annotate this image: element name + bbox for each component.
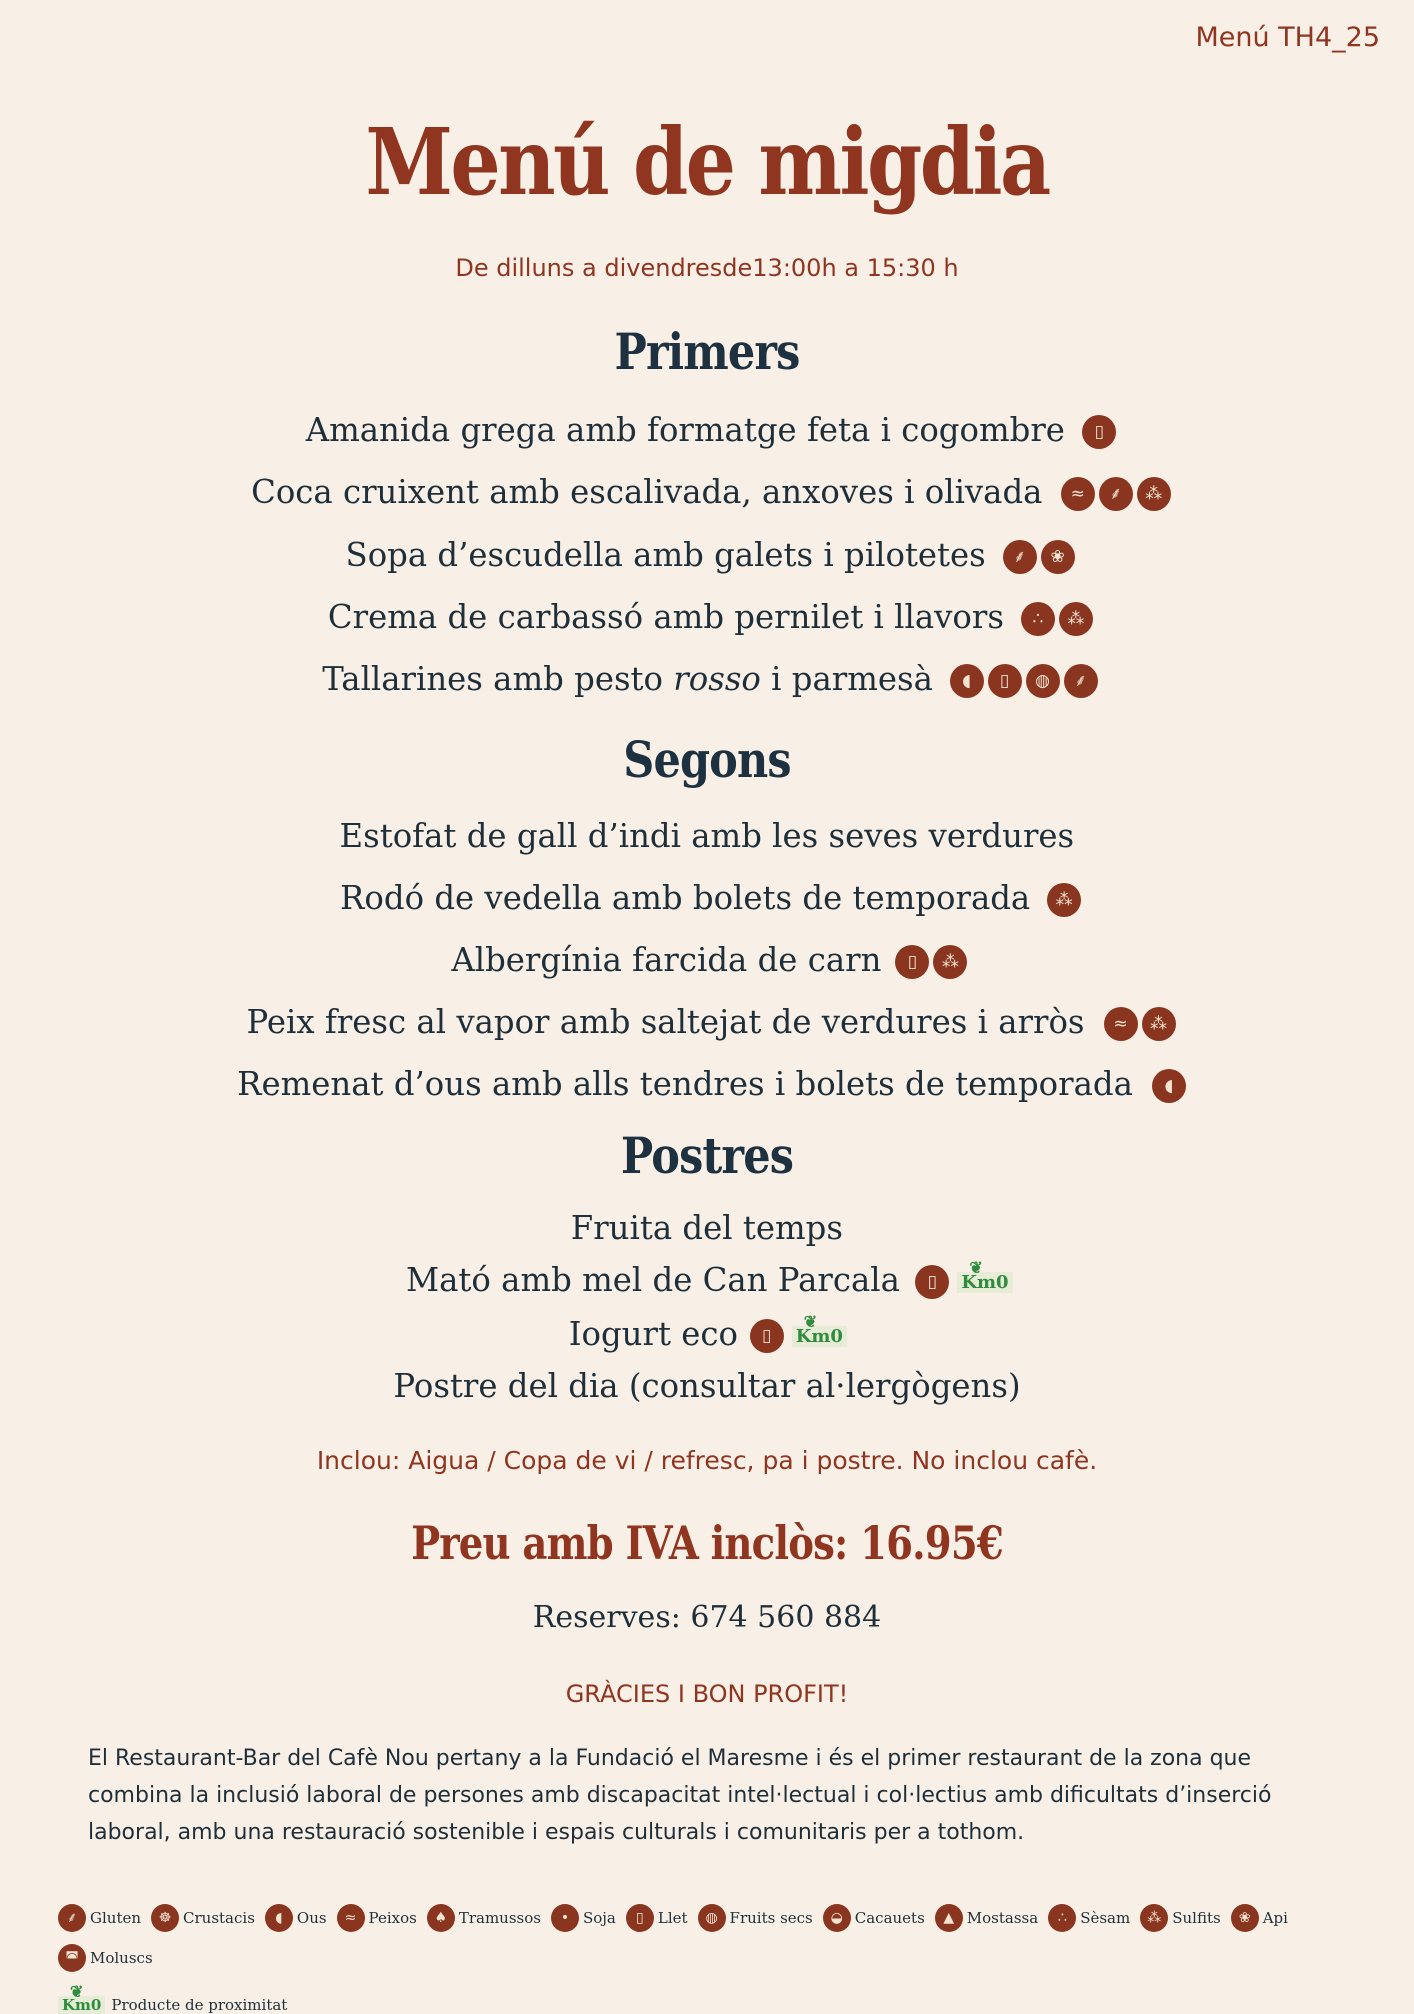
legend-item [58, 1996, 287, 2014]
allergen-icons [915, 1265, 949, 1299]
legend-label: Soja [582, 1909, 616, 1927]
milk-icon: ▯ [1082, 415, 1116, 449]
allergen-icons [1061, 477, 1171, 511]
dish-item [0, 1208, 1414, 1247]
legend-label: Fruits secs [729, 1909, 813, 1927]
legend-label: Llet [657, 1909, 688, 1927]
allergen-icons [1047, 883, 1081, 917]
allergen-icons [950, 664, 1098, 698]
allergen-icons [1104, 1007, 1176, 1041]
dish-label: Sopa d’escudella amb galets i pilotetes [345, 535, 987, 574]
legend-item [1231, 1904, 1288, 1932]
includes-note: Inclou: Aigua / Copa de vi / refresc, pa i postre. No inclou cafè. [316, 1446, 1098, 1475]
egg-icon: ◖ [1152, 1069, 1186, 1103]
sulfites-icon: ⁂ [1142, 1007, 1176, 1041]
dish-item [0, 1064, 1414, 1103]
legend-item [1140, 1904, 1220, 1932]
crustaceans-icon: ☸ [151, 1904, 179, 1932]
allergen-legend [58, 1904, 1378, 2014]
legend-item [823, 1904, 925, 1932]
km0-icon: ❦ Km0 [957, 1272, 1012, 1293]
legend-label: Moluscs [90, 1949, 153, 1967]
peanuts-icon: ◒ [823, 1904, 851, 1932]
gluten-icon: ⸙ [1064, 664, 1098, 698]
legend-item [698, 1904, 813, 1932]
soy-icon: • [551, 1904, 579, 1932]
celery-icon: ❀ [1041, 540, 1075, 574]
legend-label: Sèsam [1080, 1909, 1131, 1927]
legend-label: Gluten [90, 1909, 142, 1927]
legend-item [1048, 1904, 1130, 1932]
dish-label: Coca cruixent amb escalivada, anxoves i olivada [251, 472, 1043, 511]
gluten-icon: ⸙ [58, 1904, 86, 1932]
dish-item [0, 816, 1414, 855]
dish-item [0, 878, 1414, 917]
legend-label: Tramussos [458, 1909, 541, 1927]
fish-icon: ≈ [337, 1904, 365, 1932]
sulfites-icon: ⁂ [1059, 602, 1093, 636]
km0-icon: ❦ Km0 [58, 1996, 105, 2014]
allergen-icons [1021, 602, 1093, 636]
legend-label: Peixos [368, 1909, 417, 1927]
dish-label: Amanida grega amb formatge feta i cogombre [305, 410, 1065, 449]
milk-icon: ▯ [988, 664, 1022, 698]
milk-icon: ▯ [915, 1265, 949, 1299]
dish-item [0, 659, 1414, 698]
legend-item [58, 1944, 153, 1972]
page-title: Menú de migdia [365, 108, 1049, 216]
dish-item [0, 1314, 1414, 1353]
dish-item [0, 1002, 1414, 1041]
dish-item [0, 1366, 1414, 1405]
nuts-icon: ◍ [1026, 664, 1060, 698]
allergen-icons [1152, 1069, 1186, 1103]
menu-code: Menú TH4_25 [1195, 22, 1380, 53]
fish-icon: ≈ [1104, 1007, 1138, 1041]
sulfites-icon: ⁂ [1137, 477, 1171, 511]
dish-item [0, 472, 1414, 511]
sulfites-icon: ⁂ [1140, 1904, 1168, 1932]
legend-label: Mostassa [966, 1909, 1039, 1927]
fish-icon: ≈ [1061, 477, 1095, 511]
sulfites-icon: ⁂ [933, 945, 967, 979]
molluscs-icon: ◚ [58, 1944, 86, 1972]
dish-item [0, 597, 1414, 636]
legend-item [151, 1904, 255, 1932]
dish-item [0, 940, 1414, 979]
dish-item [0, 1260, 1414, 1299]
legend-item [337, 1904, 417, 1932]
dish-label: Remenat d’ous amb alls tendres i bolets de temporada [237, 1064, 1133, 1103]
dish-label: Tallarines amb pesto rosso i parmesà [322, 659, 934, 698]
dish-label: Estofat de gall d’indi amb les seves verdures [339, 816, 1075, 855]
sulfites-icon: ⁂ [1047, 883, 1081, 917]
gluten-icon: ⸙ [1099, 477, 1133, 511]
legend-label: Api [1262, 1909, 1288, 1927]
dish-label: Mató amb mel de Can Parcala [406, 1260, 901, 1299]
nuts-icon: ◍ [698, 1904, 726, 1932]
dish-label: Crema de carbassó amb pernilet i llavors [327, 597, 1005, 636]
dish-label-italic: rosso [673, 659, 762, 698]
reservations-phone: Reserves: 674 560 884 [532, 1600, 882, 1635]
legend-item [935, 1904, 1038, 1932]
sesame-icon: ∴ [1048, 1904, 1076, 1932]
mustard-icon: ▲ [935, 1904, 963, 1932]
legend-item [551, 1904, 616, 1932]
about-paragraph: El Restaurant-Bar del Cafè Nou pertany a la Fundació el Maresme i és el primer restaurant de la zona que combina la inclusió laboral de persones amb discapacitat intel·lectual i col·lectius amb dificultats d’inserció laboral, amb una restauració sostenible i espais culturals i comunitaris per a tothom. [88, 1746, 1272, 1845]
dish-label: Fruita del temps [570, 1208, 844, 1247]
egg-icon: ◖ [950, 664, 984, 698]
dish-label: Postre del dia (consultar al·lergògens) [393, 1366, 1021, 1405]
km0-icon: ❦ Km0 [792, 1326, 847, 1347]
section-title-segons: Segons [623, 730, 791, 789]
thanks-message: GRÀCIES I BON PROFIT! [565, 1680, 849, 1708]
allergen-icons [1003, 540, 1075, 574]
dish-item [0, 410, 1414, 449]
dish-label: Iogurt eco [568, 1314, 739, 1353]
legend-item [58, 1904, 141, 1932]
legend-label: Sulfits [1172, 1909, 1221, 1927]
section-title-postres: Postres [620, 1126, 794, 1185]
dish-item [0, 535, 1414, 574]
dish-label: Albergínia farcida de carn [450, 940, 882, 979]
allergen-icons [750, 1319, 784, 1353]
sesame-icon: ∴ [1021, 602, 1055, 636]
gluten-icon: ⸙ [1003, 540, 1037, 574]
legend-label: Crustacis [183, 1909, 255, 1927]
allergen-icons [895, 945, 967, 979]
legend-item [626, 1904, 688, 1932]
legend-item [427, 1904, 541, 1932]
allergen-icons [1082, 415, 1116, 449]
milk-icon: ▯ [895, 945, 929, 979]
dish-label: Rodó de vedella amb bolets de temporada [339, 878, 1031, 917]
legend-label: Cacauets [854, 1909, 925, 1927]
legend-label: Producte de proximitat [111, 1996, 288, 2014]
price: Preu amb IVA inclòs: 16.95€ [411, 1516, 1003, 1570]
opening-hours: De dilluns a divendresde13:00h a 15:30 h [455, 254, 959, 282]
legend-label: Ous [296, 1909, 327, 1927]
section-title-primers: Primers [614, 322, 800, 381]
dish-label: Peix fresc al vapor amb saltejat de verdures i arròs [247, 1002, 1085, 1041]
milk-icon: ▯ [750, 1319, 784, 1353]
legend-item [265, 1904, 327, 1932]
egg-icon: ◖ [265, 1904, 293, 1932]
milk-icon: ▯ [626, 1904, 654, 1932]
lupin-icon: ♠ [427, 1904, 455, 1932]
celery-icon: ❀ [1231, 1904, 1259, 1932]
